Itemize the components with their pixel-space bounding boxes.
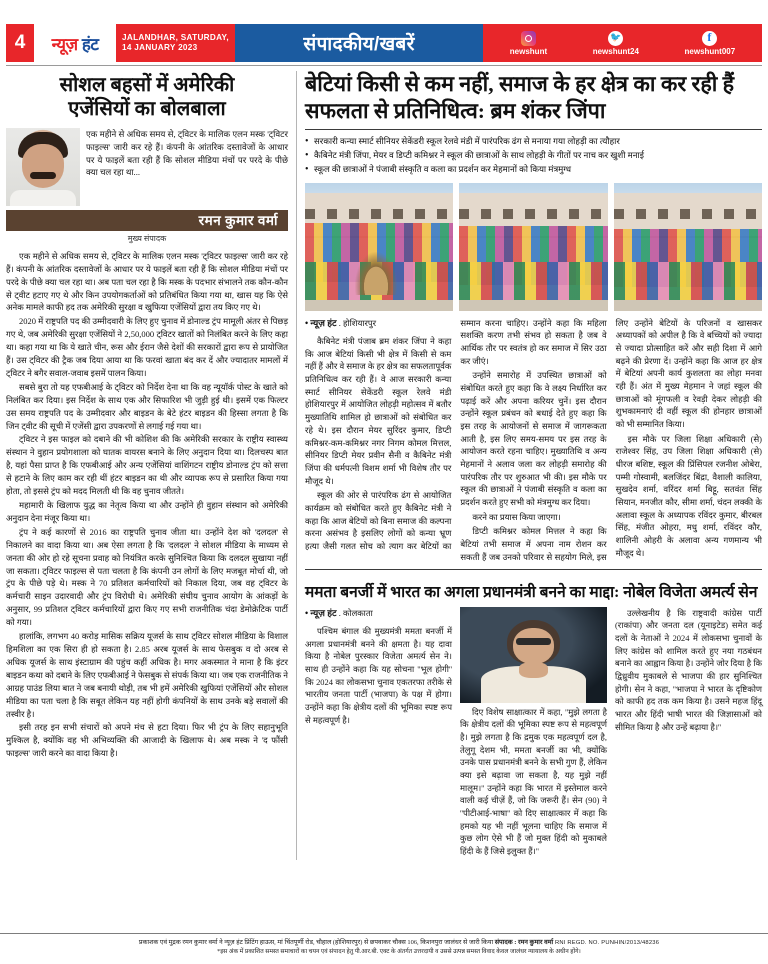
dateline (116, 24, 235, 62)
bottom-paragraph: उल्लेखनीय है कि राष्ट्रवादी कांग्रेस पार्टी (राकांपा) और जनता दल (यूनाइटेड) समेत कई दलों के नेताओं ने 2024 में लोकसभा चुनावों के लिए कांग्रेस को शामिल करते हुए नया गठबंधन बनाने का आह्वान किया है। उन्होंने जोर दिया है कि द्विध्रुवीय मुकाबले से भाजपा की हार सुनिश्चित होगी। सेन ने कहा, ''भाजपा ने भारत के दृष्टिकोण को काफी हद तक कम किया है। उसने महज हिंदू भारत और हिंदी भाषी भारत की जिज्ञासाओं को सीमित किया है और उन्हें बढ़ाया है।'' (615, 607, 762, 732)
editorial-paragraph: ट्विटर ने इस फाइल को दबाने की भी कोशिश की कि अमेरिकी सरकार के राष्ट्रीय स्वास्थ्य संस्थान ने वुहान प्रयोगशाला को घातक वायरस बनाने के लिए अनुदान दिया था। दिलचस्प बात है, यहां पैसा प्राप्त है कि एफबीआई और अन्य एजेंसियां वाशिंगटन राष्ट्रीय डोनाल्ड ट्रंप को सत्ता से हटाने के लिए काम कर रही थीं हंटर बाइडन का थी और व्यापक रूप से प्रसारित किया गया होता, तो इससे ट्रंप को मदद मिलती थी कि वह चुनाव जीतते। (6, 434, 288, 497)
bottom-col-right (615, 607, 762, 860)
bottom-col-left (305, 607, 452, 860)
newspaper-page (0, 24, 768, 964)
main-byline (305, 317, 451, 331)
main-paragraph: कैबिनेट मंत्री पंजाब ब्रम शंकर जिंपा ने कहा कि आज बेटियां किसी भी क्षेत्र में किसी से कम नहीं हैं और वे समाज के हर क्षेत्र का सफलतापूर्वक प्रतिनिधित्व कर रही हैं। वे आज सरकारी कन्या स्मार्ट सीनियर सेकेंडरी स्कूल रेलवे मंडी होशियारपुर में आयोजित लोहड़ी महोत्सव में बतौर मुख्यातिथि शामिल हो छात्राओं को संबोधित कर रहे थे। इस दौरान मेयर सुरिंदर कुमार, डिप्टी कमिश्नर-कम-कमिश्नर नगर निगम कोमल मित्तल, सीनियर डिप्टी मेयर प्रवीन सैनी व कैबिनेट मंत्री जिंपा की धर्मपत्नी विशम शर्मा भी विशेष तौर पर मौजूद थे। (305, 336, 452, 486)
photo-bonfire (355, 252, 397, 296)
byline-bullet: • (305, 317, 309, 328)
section-title: संपादकीय/खबरें (235, 24, 483, 62)
brand-logo-text (52, 32, 99, 55)
editorial-body (6, 250, 288, 760)
bottom-paragraph: पश्चिम बंगाल की मुख्यमंत्री ममता बनर्जी में अगला प्रधानमंत्री बनने की क्षमता है। यह दावा किया है नोबेल पुरस्कार विजेता अमर्त्य सेन ने। साथ ही उन्होंने कहा कि यह सोचना ''भूल होगी'' कि 2024 का लोकसभा चुनाव एकतरफा तरीके से भारतीय जनता पार्टी (भाजपा) के पक्ष में होगा। उन्होंने कहा कि क्षेत्रीय दलों की भूमिका स्पष्ट रूप से महत्वपूर्ण है। (305, 626, 452, 725)
mamata-banerjee-photo (460, 607, 607, 703)
main-story-body (305, 317, 762, 564)
portrait-face (22, 144, 64, 188)
main-photo-row (305, 183, 762, 311)
students-performance-photo (614, 183, 762, 311)
bottom-story-grid (305, 607, 762, 860)
editorial-paragraph: सबसे बुरा तो यह एफबीआई के ट्विटर को निर्देश देना था कि वह न्यूयॉर्क पोस्ट के खाते को निलंबित कर दिया। इस निर्देश के साथ एक और सिफारिश भी जुड़ी हुई थी। इसमें एक फिल्टर उस समय राष्ट्रपति पद के उम्मीदवार और बाइडन के बेटे हंटर बाइडन की हिस्सा लगता है कि जिन ट्वीट की सूची में एजेंसी द्वारा उपकरणों से लगाई गई गया था। (6, 381, 288, 431)
main-column (305, 71, 762, 860)
page-number: 4 (6, 24, 34, 62)
dateline-line2: 14 JANUARY 2023 (122, 43, 198, 52)
photo-crowd-front (614, 262, 762, 300)
lohri-bonfire-photo (305, 183, 453, 311)
main-paragraph: उन्होंने समारोह में उपस्थित छात्राओं को संबोधित करते हुए कहा कि वे लक्ष्य निर्धारित कर पढ़ाई करें और अपना करियर चुनें। इस दौरान उन्होंने स्कूल प्रबंधन को बधाई देते हुए कहा कि इस तरह के आयोजनों से समाज में जागरूकता आती है, इस लिए समय-समय पर इस तरह के आयोजन करते रहना चाहिए। मुख्यातिथि व अन्य मेहमानों ने अलाव जला कर लोहड़ी समारोह की पारंपरिक तौर पर शुरुआत भी की। इस मौके पर स्कूल की छात्राओं ने पंजाबी संस्कृति व कला का प्रदर्शन करते हुए सभी को मंत्रमुग्ध कर दिया। (460, 370, 607, 507)
editorial-headline-line2: एजेंसियों का बोलबाला (68, 98, 226, 121)
bottom-headline: ममता बनर्जी में भारत का अगला प्रधानमंत्री बनने का माद्दा: नोबेल विजेता अमर्त्य सेन (305, 584, 758, 602)
masthead-divider (6, 65, 762, 66)
social-handle: newshunt007 (684, 46, 736, 56)
brand-part1: न्यूज़ (51, 34, 78, 54)
social-handle: newshunt (509, 46, 548, 56)
facebook-icon (702, 31, 717, 46)
bullet-item: • सरकारी कन्या स्मार्ट सीनियर सेकेंडरी स्कूल रेलवे मंडी में पारंपरिक ढंग से मनाया गया लोहड़ी का त्यौहार (305, 135, 762, 149)
bottom-byline (305, 607, 452, 621)
byline-city: . कोलकाता (338, 608, 373, 618)
byline-bullet: • (305, 607, 309, 618)
social-facebook[interactable] (685, 31, 736, 56)
portrait-moustache (30, 172, 56, 179)
masthead (6, 24, 762, 62)
main-bullet-list (305, 135, 762, 177)
brand-part2: हंट (81, 34, 99, 54)
main-headline: बेटियां किसी से कम नहीं, समाज के हर क्षेत्र का कर रही हैं सफलता से प्रतिनिधित्व: ब्रम शंकर जिंपा (305, 72, 735, 123)
photo-face (513, 628, 554, 664)
editorial-paragraph: एक महीने से अधिक समय से, ट्विटर के मालिक एलन मस्क 'ट्विटर फाइल्स' जारी कर रहे हैं। कंपनी के आंतरिक दस्तावेजों के आधार पर ये फाइलें बता रही हैं कि सोशल मीडिया मंचों पर परदे के पीछे क्या चल रहा था। अब पता चल रहा है कि मस्क के पदभार संभालने तक कौन-कौन से ट्वीट हटाए गए थे और किन उपयोगकर्ताओं को प्रतिबंधित किया गया था, खास यह कि ऐसे अनेक मामले काफी हद तक अमेरिकी सुरक्षा व खुफिया एजेंसियों द्वारा तय किए गए थे। (6, 250, 288, 313)
footer-rni: RNI REGD. NO. PUNHIN/2013/48236 (553, 939, 660, 946)
editorial-headline-line1: सोशल बहसों में अमेरिकी (59, 74, 235, 96)
editorial-paragraph: हालांकि, लगभग 40 करोड़ मासिक सक्रिय यूजर्स के साथ ट्विटर सोशल मीडिया के विशाल हिमशिला का एक सिरा ही हो सकता है। 2.85 अरब यूजर्स के साथ फेसबुक व दो अरब से अधिक यूजर्स के साथ इंस्टाग्राम की पहुंच कहीं अधिक है। मगर अकस्मात ने माना है कि इंटर बाइडन कथा को दबाने के लिए एफबीआई ने फेसबुक से संपर्क किया था। जब एक राजनीतिक ने आग्रह पाउंड लिया बात ने जब बनायी थोड़ी, तब भी हमें अमेरिकी खुफियां एजेंसियों और सोशल मीडिया का पता चला है कि सबूत लेकिन यह नहीं होगी कंपनियों के साथ उनके बड़े सवालों की तस्वीर है। (6, 631, 288, 719)
byline-brand: न्यूज़ हंट (310, 607, 337, 618)
footer-publisher-text: प्रकाशक एवं मुद्रक रमन कुमार वर्मा ने न्यूज़ हंट प्रिंटिंग हाऊस, मां चिंतपूर्णी रोड, चौहाल (होशियारपुर) से छपवाकर चौक्स 106, किशनपुरा जालंधर से जारी किया (138, 938, 495, 946)
photo-crowd-front (459, 262, 607, 300)
social-bar (483, 24, 762, 62)
editorial-paragraph: महामारी के खिलाफ युद्ध का नेतृत्व किया था और उन्होंने ही वुहान संस्थान को अमेरिकी अनुदान देना मंजूर किया था। (6, 500, 288, 523)
bottom-col-middle (460, 607, 607, 860)
editorial-paragraph: ट्रंप ने कई कारणों से 2016 का राष्ट्रपति चुनाव जीता था। उन्होंने देश को 'दलदल' से निकालने का वादा किया था। अब ऐसा लगता है कि 'दलदल' ने सोशल मीडिया के माध्यम से जनता की ओर हो रहे सूचना प्रवाह को नियंत्रित करके सुनिश्चित किया कि दलदल सुखाया नहीं जा सकता। ट्विटर फाइल्स से पता चलता है कि कंपनी उन लोगों के लिए मजबूत मोर्चा थी, जो ट्रंप के पीछे पड़े थे। मस्क ने 70 प्रतिशत कर्मचारियों को निकाल दिया, जब वह ट्विटर के कर्मचारी साइन उदारवादी और ट्रंप विरोधी थे। अमेरिकी संघीय चुनाव आयोग के आंकड़ों के अनुसार, 99 प्रतिशत ट्विटर कर्मचारियों द्वारा किए गए सभी राजनीतिक चंदा डेमोक्रेटिक पार्टी को गया। (6, 526, 288, 628)
social-handle: newshunt24 (592, 46, 639, 56)
main-paragraph: स्कूल की ओर से पारंपरिक ढंग से आयोजित कार्यक्रम को संबोधित करते हुए कैबिनेट मंत्री ने कहा कि आज बेटियों को बिना समाज की कल्पना करना असंभव है इसलिए लोगों को कन्या भ्रूण हत्या जैसी गलत सोच को त्याग कर बेटियों का सम्मान करना चाहिए। उन्होंने कहा कि महिला सशक्ति करण तभी संभव हो सकता है जब वे आर्थिक तौर पर स्वतंत्र हो कर समाज में सिर उठा कर जीएं। (305, 317, 607, 551)
instagram-icon (521, 31, 536, 46)
editorial-paragraph: 2020 में राष्ट्रपति पद की उम्मीदवारी के लिए हुए चुनाव में डोनाल्ड ट्रंप मामूली अंतर से पिछड़ गए थे, जब अमेरिकी सुरक्षा एजेंसियों ने 2,50,000 ट्विटर खातों को निलंबित करने के लिए कहा था। कहा गया था कि ये खाते चीन, रूस और ईरान जैसे देशों की सरकारों द्वारा रूप से प्रायोजित हैं। उस ट्विटर की ट्रैक जब दिया आया था कि फरवां खाता बंद कर दें और ज्यादातर मामलों में ट्विटर ने बगैर सवाल-जवाब इसमें पालन किया। (6, 316, 288, 378)
bottom-story (305, 569, 762, 859)
bottom-story-rule (305, 569, 762, 570)
bottom-paragraph: दिए विशेष साक्षात्कार में कहा, ''मुझे लगता है कि क्षेत्रीय दलों की भूमिका स्पष्ट रूप से महत्वपूर्ण है। मुझे लगता है कि द्रमुक एक महत्वपूर्ण दल है, तेलुगू देशम भी, ममता बनर्जी का भी, क्योंकि उनके पास प्रधानमंत्री बनने के सभी गुण हैं, लेकिन क्या इसे बढ़ावा जा सकता है, यह मुझे नहीं मालूम।'' उन्होंने कहा कि भारत में इस्तेमाल करने वाली कई चीज़ें हैं, जो कि जरूरी हैं। सेन (90) ने ''पीटीआई-भाषा'' को दिए साक्षात्कार में कहा कि हमको यह भी नहीं भूलना चाहिए कि समाज में कुछ लोग ऐसे भी हैं जो मुक्त हिंदी को मुकाबले हिंदी के हैं जिसे इलुक्त हैं।'' (460, 706, 607, 856)
editor-portrait (6, 128, 80, 206)
social-instagram[interactable] (510, 31, 547, 56)
byline-city-text: कोलकाता (342, 608, 373, 618)
column-divider (296, 71, 297, 860)
portrait-shirt (10, 190, 76, 206)
bullet-item: • स्कूल की छात्राओं ने पंजाबी संस्कृति व कला का प्रदर्शन कर मेहमानों को किया मंत्रमुग्ध (305, 163, 762, 177)
editor-role: मुख्य संपादक (127, 233, 167, 243)
byline-brand: न्यूज़ हंट (310, 317, 337, 328)
page-content (6, 71, 762, 860)
editorial-paragraph: इसी तरह इन सभी संचारों को अपने मंच से हटा दिया। फिर भी ट्रंप के लिए सहानुभूति मुश्किल है, क्योंकि वह भी अभिव्यक्ति की आजादी के खिलाफ थे। अब मस्क ने 'द फौंसी फाइल्स' जारी करने का वादा किया है। (6, 722, 288, 759)
main-paragraph: डिप्टी कमिश्नर कोमल मित्तल ने कहा कि बेटियां तभी समाज में अपना नाम रोशन कर सकती हैं जब उनको परिवार से सहयोग मिले, इस लिए उन्होंने बेटियों के परिजनों व खासकर अध्यापकों को अपील है कि वे बच्चियों को ज्यादा से ज्यादा प्रोत्साहित करें और सही दिशा में आगे बढ़ने की प्रेरणा दें। उन्होंने कहा कि आज हर क्षेत्र में बेटियां अपनी कार्य कुशलता का लोहा मनवा रही हैं। अंत में मुख्य मेहमान ने जहां स्कूल की छात्राओं को मूंगफली व रेवड़ी देकर लोहड़ी की शुभकामनाएं दी वहीं स्कूल की होनहार छात्राओं को भी सम्मानित किया। (460, 317, 762, 562)
footer-editor-name: संपादक : रमन कुमार वर्मा (494, 938, 554, 946)
editor-name-band: रमन कुमार वर्मा (6, 210, 288, 231)
editorial-top (6, 128, 288, 206)
dateline-line1: JALANDHAR, SATURDAY, (122, 32, 229, 42)
photo-glasses (516, 638, 551, 645)
main-paragraph: इस मौके पर जिला शिक्षा अधिकारी (से) राजेश्वर सिंह, उप जिला शिक्षा अधिकारी (से) धीरज बशिष्ट, स्कूल की प्रिंसिपल रजनीश ओबेरा, पम्मी गोस्वामी, बलजिंदर बिंद्रा, वैशाली कालिया, सुखदेव शर्मा, वरिंदर शर्मा बिट्टू, सतवंत सिंह सियान, मनजीत कौर, सीमा शर्मा, चंदन लक्की के अलावा स्कूल के अध्यापक रविंदर कुमार, बीरबल सिंह, मंजीत ओहरा, मधु शर्मा, रविंदर कौर, शालिनी ओहरी के अलावा अन्य गणमान्य भी मौजूद थे। (615, 433, 762, 558)
byline-city: . होशियारपुर (338, 318, 377, 328)
bullet-item: • कैबिनेट मंत्री जिंपा, मेयर व डिप्टी कमिश्नर ने स्कूल की छात्राओं के साथ लोहड़ी के गीतों पर नाच कर खुशी मनाई (305, 149, 762, 163)
editorial-intro: एक महीने से अधिक समय से, ट्विटर के मालिक एलन मस्क 'ट्विटर फाइल्स' जारी कर रहे हैं। कंपनी के आंतरिक दस्तावेजों के आधार पर ये फाइलें बता रही हैं कि सोशल मीडिया मंचों पर परदे के पीछे क्या चल रहा था... (86, 128, 288, 178)
byline-city-text: होशियारपुर (342, 318, 377, 328)
main-paragraph: करने का प्रयास किया जाएगा। (472, 511, 561, 522)
headline-rule (305, 129, 762, 130)
twitter-icon (608, 31, 623, 46)
dance-celebration-photo (459, 183, 607, 311)
footer-imprint (0, 933, 768, 958)
editorial-headline (6, 73, 288, 122)
footer-line-2: *इस अंक में प्रकाशित समस्त समाचारों का चयन एवं संपादन हेतु पी.आर.बी. एक्ट के अंतर्गत उत्तरदायी व उससे उत्पन्न समस्त विवाद केवल जालंधर न्यायालय के अधीन होंगे। (217, 949, 581, 956)
social-twitter[interactable] (593, 31, 639, 56)
editorial-column (6, 71, 288, 860)
brand-logo (34, 24, 116, 62)
photo-hand (519, 662, 548, 677)
